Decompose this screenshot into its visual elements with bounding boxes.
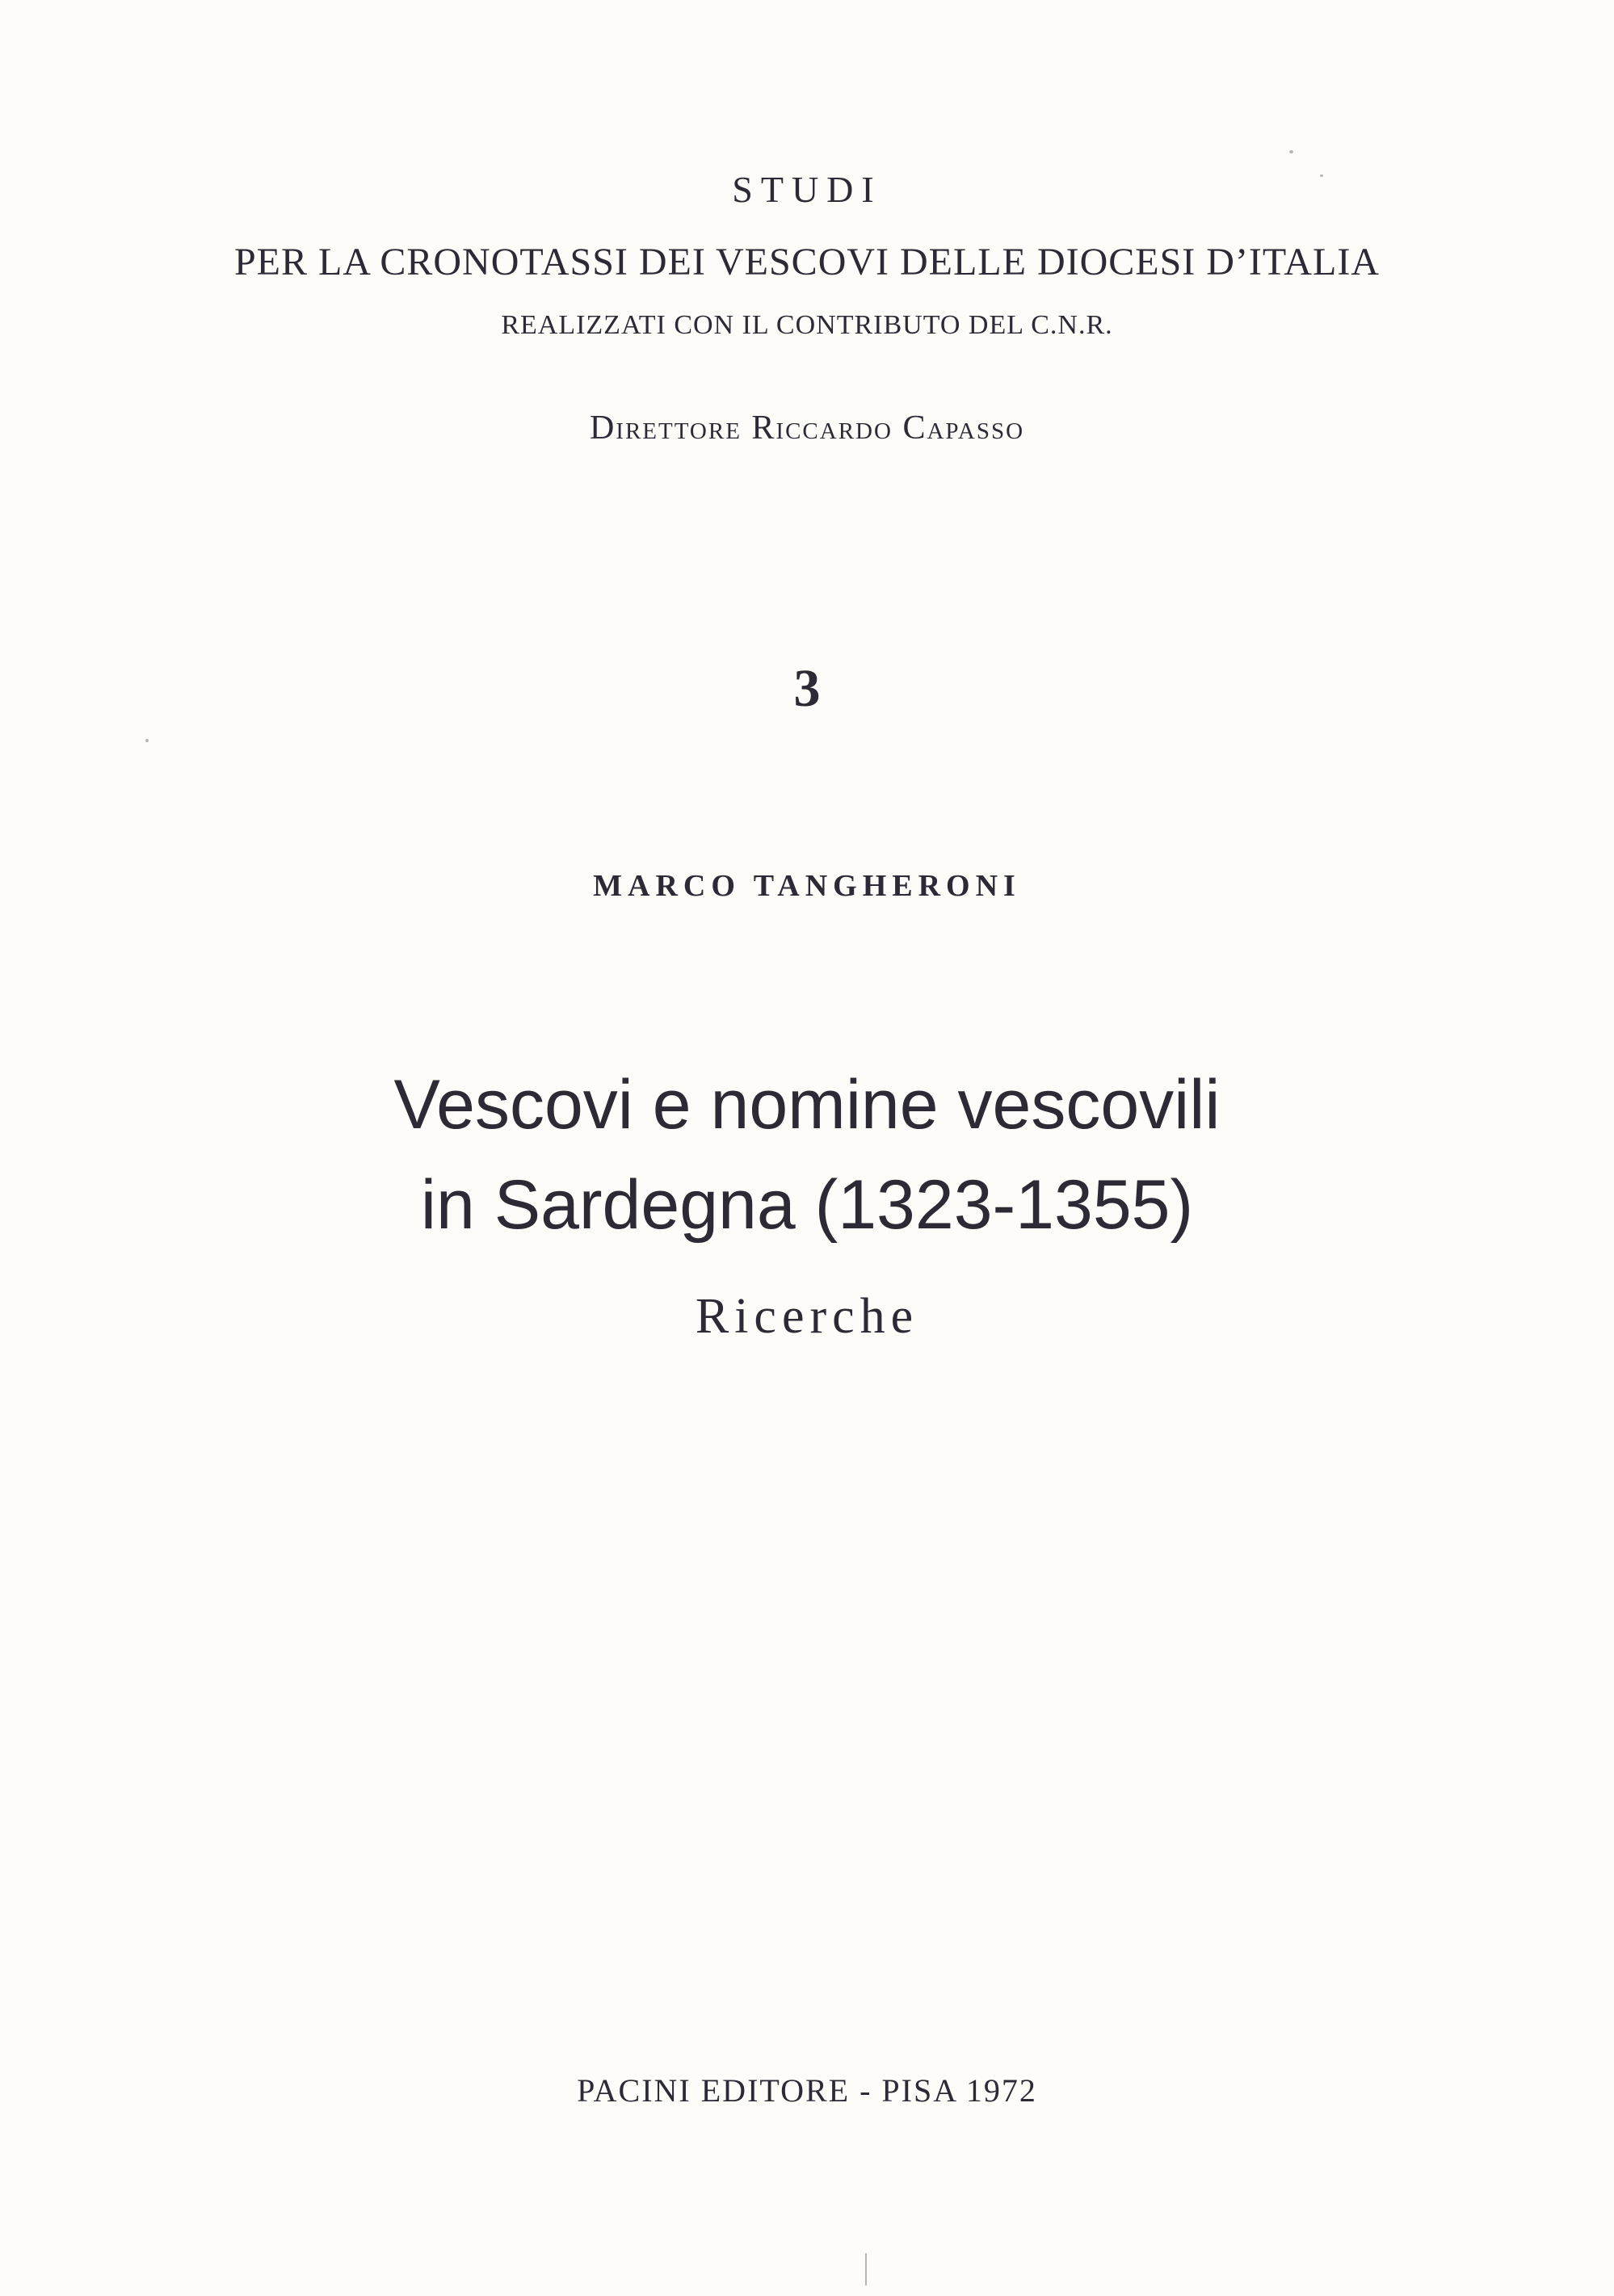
paper-speck xyxy=(865,2253,867,2286)
series-contribution: REALIZZATI CON IL CONTRIBUTO DEL C.N.R. xyxy=(501,310,1113,340)
author-name: MARCO TANGHERONI xyxy=(593,869,1021,903)
book-title-line2: in Sardegna (1323-1355) xyxy=(420,1166,1194,1244)
volume-number: 3 xyxy=(793,659,821,718)
paper-speck xyxy=(145,739,149,742)
series-director: Direttore Riccardo Capasso xyxy=(589,409,1025,447)
paper-speck xyxy=(1320,174,1323,177)
publisher-imprint: PACINI EDITORE - PISA 1972 xyxy=(577,2072,1037,2109)
paper-speck xyxy=(1289,150,1293,153)
series-name: STUDI xyxy=(732,169,882,210)
series-subtitle: PER LA CRONOTASSI DEI VESCOVI DELLE DIOCESI D’ITALIA xyxy=(233,241,1381,283)
book-title-line1: Vescovi e nomine vescovili xyxy=(393,1066,1221,1144)
book-subtitle: Ricerche xyxy=(695,1289,919,1344)
